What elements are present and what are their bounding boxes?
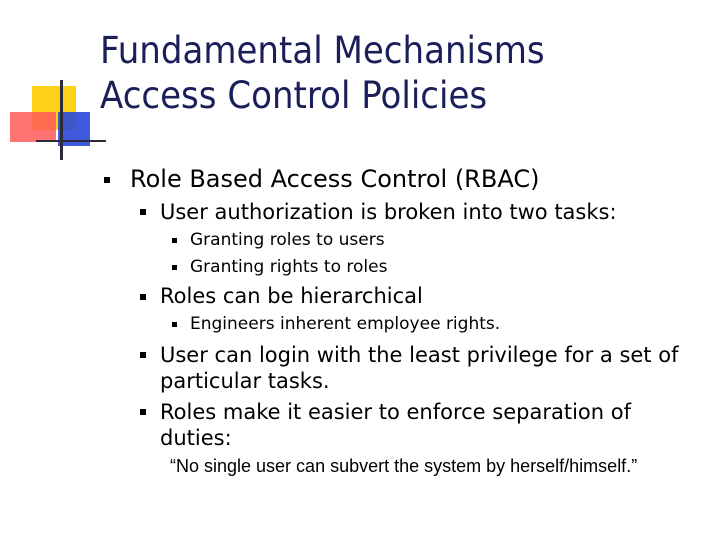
bullet-user-authorization: User authorization is broken into two tasks: bbox=[160, 200, 617, 224]
bullet-square-icon bbox=[140, 209, 146, 215]
bullet-separation-line-1: Roles make it easier to enforce separation of bbox=[160, 400, 631, 424]
bullet-least-privilege-line-2: particular tasks. bbox=[160, 369, 330, 393]
bullet-square-icon bbox=[140, 409, 146, 415]
bullet-roles-hierarchical: Roles can be hierarchical bbox=[160, 284, 423, 308]
bullet-square-icon bbox=[140, 352, 146, 358]
decor-red-square bbox=[10, 112, 56, 142]
slide-title-line-2: Access Control Policies bbox=[100, 74, 488, 117]
slide-title-line-1: Fundamental Mechanisms bbox=[100, 29, 545, 72]
decor-vertical-line bbox=[60, 80, 63, 160]
bullet-least-privilege-line-1: User can login with the least privilege for a set of bbox=[160, 343, 679, 367]
bullet-separation-line-2: duties: bbox=[160, 426, 232, 450]
quote-text: “No single user can subvert the system by herself/himself.” bbox=[170, 456, 638, 476]
bullet-square-icon bbox=[172, 322, 177, 327]
decor-horizontal-line bbox=[36, 140, 106, 142]
bullet-granting-roles: Granting roles to users bbox=[190, 230, 385, 250]
bullet-square-icon bbox=[104, 177, 110, 183]
slide-title bbox=[100, 28, 652, 118]
bullet-square-icon bbox=[172, 265, 177, 270]
bullet-granting-rights: Granting rights to roles bbox=[190, 257, 388, 277]
bullet-square-icon bbox=[140, 294, 146, 300]
bullet-square-icon bbox=[172, 238, 177, 243]
bullet-engineers: Engineers inherent employee rights. bbox=[190, 314, 501, 334]
bullet-rbac: Role Based Access Control (RBAC) bbox=[130, 165, 540, 193]
